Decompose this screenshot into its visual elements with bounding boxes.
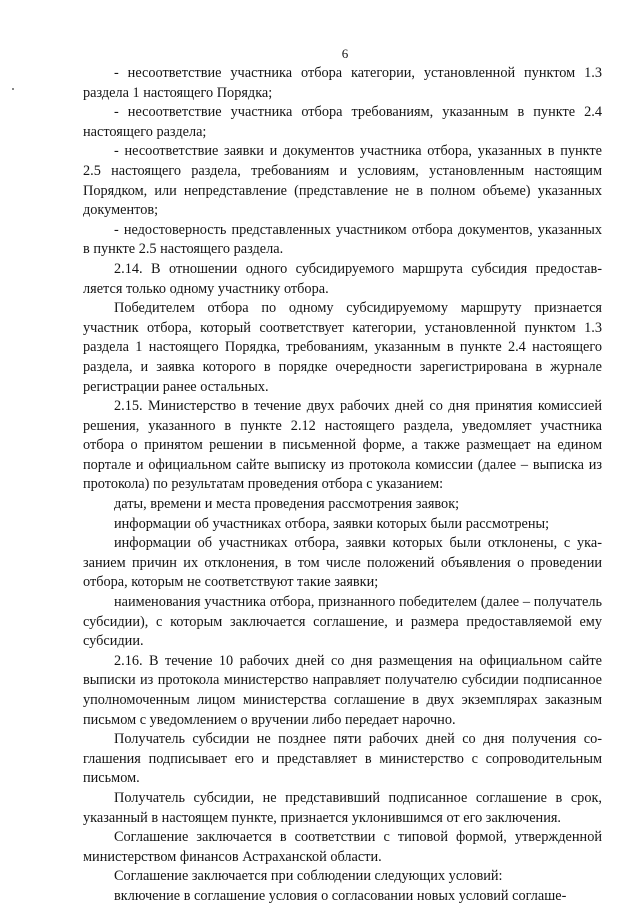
- paragraph: - несоответствие заявки и документов участника отбора, указанных в пункте 2.5 настоящего раздела, требованиям и условиям, установленным настоящим Порядком, или непредставление (представление не в полном объеме) указанных документов;: [83, 143, 602, 219]
- paragraph: - недостоверность представленных участником отбора документов, указанных в пункте 2.5 настоящего раздела.: [83, 221, 602, 258]
- paragraph: Получатель субсидии не позднее пяти рабочих дней со дня получения соглашения подписывает его и представляет в министерство с сопроводительным письмом.: [83, 731, 602, 787]
- paragraph: Получатель субсидии, не представивший подписанное соглашение в срок, указанный в настоящем пункте, признается уклонившимся от его заключения.: [83, 789, 602, 826]
- paragraph: включение в соглашение условия о согласовании новых условий соглаше-: [114, 887, 567, 904]
- paragraph: информации об участниках отбора, заявки которых были рассмотрены;: [114, 515, 550, 532]
- scan-mark: [12, 88, 14, 90]
- paragraph: даты, времени и места проведения рассмотрения заявок;: [114, 496, 460, 513]
- paragraph: 2.15. Министерство в течение двух рабочих дней со дня принятия комиссией решения, указанного в пункте 2.12 настоящего раздела, уведомляет участника отбора о принятом решении в письменной форме, а также размещает на едином портале и официальном сайте выписку из протокола комиссии (далее – выписка из протокола) по результатам проведения отбора с указанием:: [83, 398, 602, 493]
- paragraph: информации об участниках отбора, заявки которых были отклонены, с указанием причин их отклонения, в том числе положений объявления о проведении отбора, которым не соответствуют такие заявки;: [83, 535, 602, 591]
- paragraph: Соглашение заключается при соблюдении следующих условий:: [114, 868, 503, 885]
- paragraph: - несоответствие участника отбора категории, установленной пунктом 1.3 раздела 1 настоящего Порядка;: [83, 65, 602, 101]
- paragraph: Соглашение заключается в соответствии с типовой формой, утвержденной министерством финансов Астраханской области.: [83, 829, 602, 865]
- page-number: 6: [341, 46, 349, 61]
- paragraph: Победителем отбора по одному субсидируемому маршруту признается участник отбора, который соответствует категории, установленной пунктом 1.3 раздела 1 настоящего Порядка, требованиям, указанным в пункте 2.4 настоящего раздела, и заявка которого в порядке очередности зарегистрирована в журнале регистрации ранее остальных.: [83, 300, 602, 395]
- paragraph: 2.16. В течение 10 рабочих дней со дня размещения на официальном сайте выписки из протокола министерство направляет получателю субсидии подписанное уполномоченным лицом министерства соглашение в двух экземплярах заказным письмом с уведомлением о вручении либо передает нарочно.: [83, 652, 602, 728]
- paragraph: 2.14. В отношении одного субсидируемого маршрута субсидия предоставляется только одному участнику отбора.: [83, 260, 602, 297]
- document-body: [83, 64, 602, 907]
- paragraph: наименования участника отбора, признанного победителем (далее – получатель субсидии), с которым заключается соглашение, и размера предоставляемой ему субсидии.: [83, 594, 602, 650]
- paragraph: - несоответствие участника отбора требованиям, указанным в пункте 2.4 настоящего раздела;: [83, 104, 602, 140]
